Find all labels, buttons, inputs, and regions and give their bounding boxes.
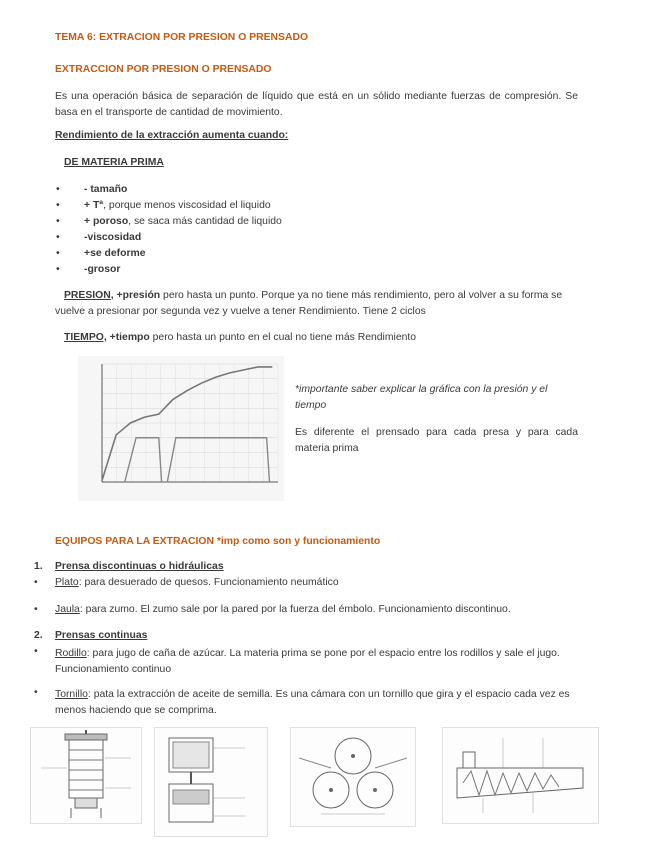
list-item: • - tamaño <box>84 182 282 198</box>
presion-paragraph: PRESION, +presión pero hasta un punto. Porque ya no tiene más rendimiento, pero al volver a su forma se vuelve a presionar por segunda vez y vuelve a tener Rendimiento. Tiene 2 ciclos <box>55 290 563 317</box>
jaula-item: Jaula: para zumo. El zumo sale por la pared por la fuerza del émbolo. Funcionamiento discontinuo. <box>55 604 511 615</box>
bullet: • <box>34 646 38 657</box>
chart-grid <box>102 364 278 482</box>
tornillo-item: Tornillo: pata la extracción de aceite de semilla. Es una cámara con un tornillo que gira y el espacio cada vez es menos haciendo que se comprima. <box>55 689 570 716</box>
bullet: • <box>34 577 38 588</box>
group1-title: Prensa discontinuas o hidráulicas <box>55 561 224 572</box>
group2-title: Prensas continuas <box>55 630 148 641</box>
rendimiento-heading: Rendimiento de la extracción aumenta cuando: <box>55 130 289 141</box>
section-title: EXTRACCION POR PRESION O PRENSADO <box>55 64 272 75</box>
intro-paragraph: Es una operación básica de separación de líquido que está en un sólido mediante fuerzas de compresión. Se basa en el transporte de cantidad de movimiento. <box>55 91 578 118</box>
cage-press-illustration <box>154 727 268 837</box>
bullet: • <box>34 604 38 615</box>
list-item: • + Tª, porque menos viscosidad el liquido <box>84 198 282 214</box>
list-item: • +se deforme <box>84 246 282 262</box>
group1-number: 1. <box>34 561 43 572</box>
materia-list <box>84 182 282 278</box>
figure-note-1: *importante saber explicar la gráfica con la presión y el tiempo <box>295 384 548 411</box>
equipos-heading: EQUIPOS PARA LA EXTRACION *imp como son y funcionamiento <box>55 536 381 547</box>
pressing-chart-svg <box>78 356 284 501</box>
plate-press-illustration <box>30 727 142 824</box>
screw-press-illustration <box>442 727 599 824</box>
roller-press-illustration <box>290 727 416 827</box>
tema-title: TEMA 6: EXTRACION POR PRESION O PRENSADO <box>55 32 309 43</box>
bullet: • <box>34 687 38 698</box>
materia-heading: DE MATERIA PRIMA <box>64 157 164 168</box>
list-item: • -viscosidad <box>84 230 282 246</box>
tiempo-paragraph: TIEMPO, +tiempo pero hasta un punto en el cual no tiene más Rendimiento <box>64 332 417 343</box>
series-line-0 <box>102 367 272 481</box>
pressing-chart <box>78 356 284 501</box>
list-item: • -grosor <box>84 262 282 278</box>
series-line-1 <box>125 438 162 482</box>
plato-item: Plato: para desuerado de quesos. Funcionamiento neumático <box>55 577 339 588</box>
rodillo-item: Rodillo: para jugo de caña de azúcar. La materia prima se pone por el espacio entre los rodillos y sale el jugo. Funcionamiento continuo <box>55 648 560 675</box>
figure-note-2: Es diferente el prensado para cada presa y para cada materia prima <box>295 427 578 454</box>
list-item: • + poroso, se saca más cantidad de liquido <box>84 214 282 230</box>
series-line-2 <box>167 438 269 482</box>
group2-number: 2. <box>34 630 43 641</box>
